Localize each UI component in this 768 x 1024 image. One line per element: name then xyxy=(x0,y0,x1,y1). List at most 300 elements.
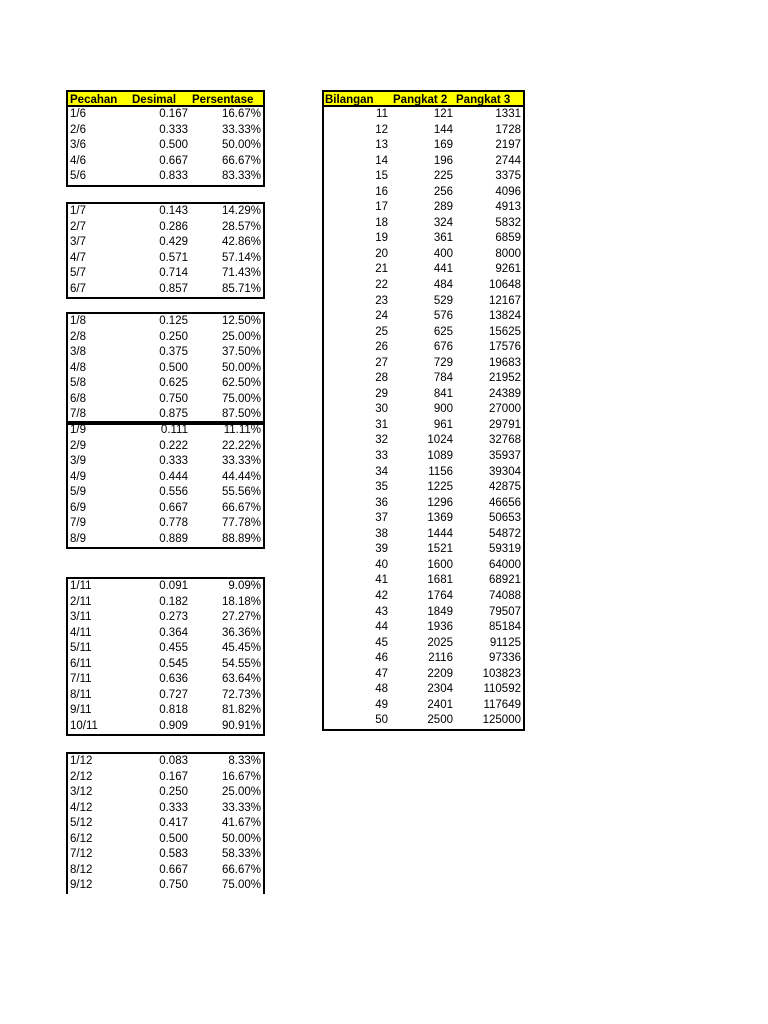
fraction-cell: 4/7 xyxy=(70,251,86,264)
square-cell: 1225 xyxy=(427,481,453,494)
cube-cell: 21952 xyxy=(489,372,521,385)
cube-cell: 59319 xyxy=(489,543,521,556)
percentage-cell: 11.11% xyxy=(223,424,261,436)
cube-cell: 2744 xyxy=(495,154,521,167)
table-row xyxy=(324,247,523,263)
table-row xyxy=(68,785,263,801)
number-cell: 44 xyxy=(375,621,388,634)
cube-cell: 3375 xyxy=(495,170,521,183)
decimal-cell: 0.875 xyxy=(159,408,188,421)
table-row xyxy=(324,573,523,589)
fraction-cell: 1/6 xyxy=(70,108,86,120)
table-row xyxy=(68,330,263,346)
table-row xyxy=(324,589,523,605)
power-table-body xyxy=(322,107,525,731)
fraction-group xyxy=(66,107,265,187)
table-row xyxy=(324,262,523,278)
square-cell: 729 xyxy=(433,356,453,369)
cube-cell: 35937 xyxy=(489,450,521,463)
percentage-cell: 22.22% xyxy=(221,439,261,452)
table-row xyxy=(324,294,523,310)
decimal-cell: 0.833 xyxy=(159,170,188,183)
square-cell: 225 xyxy=(433,170,453,183)
fraction-table xyxy=(66,90,265,892)
percentage-cell: 57.14% xyxy=(221,251,261,264)
table-row xyxy=(68,376,263,392)
cube-cell: 32768 xyxy=(489,434,521,447)
fraction-cell: 2/9 xyxy=(70,439,86,452)
header-bilangan: Bilangan xyxy=(325,94,374,106)
number-cell: 32 xyxy=(375,434,388,447)
table-row xyxy=(324,123,523,139)
number-cell: 19 xyxy=(375,232,388,245)
table-row xyxy=(68,154,263,170)
decimal-cell: 0.182 xyxy=(159,595,188,608)
square-cell: 2500 xyxy=(427,714,453,727)
table-row xyxy=(68,235,263,251)
number-cell: 29 xyxy=(375,387,388,400)
fraction-table-header xyxy=(66,90,265,107)
decimal-cell: 0.667 xyxy=(159,501,188,514)
table-row xyxy=(324,465,523,481)
square-cell: 1156 xyxy=(428,465,453,478)
fraction-cell: 3/12 xyxy=(70,786,93,799)
decimal-cell: 0.667 xyxy=(159,863,188,876)
power-table xyxy=(322,90,525,727)
fraction-cell: 9/12 xyxy=(70,879,93,892)
number-cell: 35 xyxy=(375,481,388,494)
fraction-cell: 8/12 xyxy=(70,863,93,876)
number-cell: 18 xyxy=(375,216,388,229)
table-row xyxy=(324,558,523,574)
number-cell: 24 xyxy=(375,310,388,323)
table-row xyxy=(324,340,523,356)
fraction-cell: 2/7 xyxy=(70,220,86,233)
number-cell: 39 xyxy=(375,543,388,556)
percentage-cell: 83.33% xyxy=(221,170,261,183)
table-row xyxy=(68,754,263,770)
table-row xyxy=(68,501,263,517)
fraction-group xyxy=(66,202,265,299)
fraction-cell: 5/8 xyxy=(70,377,86,390)
number-cell: 36 xyxy=(375,496,388,509)
table-row xyxy=(324,216,523,232)
cube-cell: 110592 xyxy=(483,683,521,696)
cube-cell: 9261 xyxy=(495,263,521,276)
fraction-cell: 2/12 xyxy=(70,770,93,783)
cube-cell: 50653 xyxy=(489,512,521,525)
decimal-cell: 0.250 xyxy=(159,786,188,799)
decimal-cell: 0.091 xyxy=(159,580,188,592)
square-cell: 441 xyxy=(433,263,453,276)
table-row xyxy=(324,605,523,621)
number-cell: 25 xyxy=(375,325,388,338)
fraction-cell: 5/7 xyxy=(70,267,86,280)
table-row xyxy=(324,636,523,652)
table-row xyxy=(324,154,523,170)
table-row xyxy=(68,392,263,408)
percentage-cell: 33.33% xyxy=(221,801,261,814)
number-cell: 38 xyxy=(375,527,388,540)
number-cell: 12 xyxy=(375,123,388,136)
table-row xyxy=(68,672,263,688)
fraction-cell: 7/8 xyxy=(70,408,86,421)
fraction-cell: 3/8 xyxy=(70,346,86,359)
number-cell: 11 xyxy=(376,108,388,120)
decimal-cell: 0.125 xyxy=(159,315,188,327)
cube-cell: 74088 xyxy=(489,589,521,602)
decimal-cell: 0.455 xyxy=(159,642,188,655)
percentage-cell: 88.89% xyxy=(221,532,261,545)
decimal-cell: 0.500 xyxy=(159,139,188,152)
fraction-cell: 4/12 xyxy=(70,801,93,814)
number-cell: 45 xyxy=(375,636,388,649)
fraction-group xyxy=(66,421,265,549)
decimal-cell: 0.417 xyxy=(159,817,188,830)
percentage-cell: 62.50% xyxy=(221,377,261,390)
fraction-cell: 3/9 xyxy=(70,455,86,468)
table-row xyxy=(324,480,523,496)
decimal-cell: 0.556 xyxy=(159,486,188,499)
table-row xyxy=(324,278,523,294)
square-cell: 2116 xyxy=(428,652,453,665)
number-cell: 26 xyxy=(375,341,388,354)
header-pangkat-3: Pangkat 3 xyxy=(456,94,511,106)
percentage-cell: 25.00% xyxy=(221,786,261,799)
square-cell: 2304 xyxy=(427,683,453,696)
table-row xyxy=(68,516,263,532)
table-row xyxy=(324,682,523,698)
square-cell: 529 xyxy=(433,294,453,307)
cube-cell: 13824 xyxy=(489,310,521,323)
table-row xyxy=(324,356,523,372)
square-cell: 121 xyxy=(433,108,453,120)
percentage-cell: 66.67% xyxy=(221,154,261,167)
square-cell: 676 xyxy=(433,341,453,354)
table-row xyxy=(68,107,263,123)
table-row xyxy=(324,667,523,683)
square-cell: 1296 xyxy=(427,496,453,509)
decimal-cell: 0.333 xyxy=(159,455,188,468)
fraction-cell: 7/11 xyxy=(70,673,92,686)
percentage-cell: 81.82% xyxy=(221,704,261,717)
percentage-cell: 75.00% xyxy=(221,879,261,892)
table-row xyxy=(68,847,263,863)
table-row xyxy=(324,231,523,247)
cube-cell: 17576 xyxy=(489,341,521,354)
percentage-cell: 25.00% xyxy=(221,330,261,343)
number-cell: 37 xyxy=(375,512,388,525)
table-row xyxy=(68,220,263,236)
decimal-cell: 0.583 xyxy=(159,848,188,861)
decimal-cell: 0.778 xyxy=(159,517,188,530)
square-cell: 784 xyxy=(433,372,453,385)
square-cell: 144 xyxy=(433,123,453,136)
percentage-cell: 58.33% xyxy=(221,848,261,861)
percentage-cell: 33.33% xyxy=(221,455,261,468)
cube-cell: 39304 xyxy=(489,465,521,478)
percentage-cell: 16.67% xyxy=(221,770,261,783)
cube-cell: 29791 xyxy=(489,418,521,431)
cube-cell: 85184 xyxy=(489,621,521,634)
table-row xyxy=(324,138,523,154)
table-row xyxy=(68,816,263,832)
number-cell: 47 xyxy=(375,667,388,680)
decimal-cell: 0.857 xyxy=(159,282,188,295)
percentage-cell: 87.50% xyxy=(221,408,261,421)
decimal-cell: 0.889 xyxy=(159,532,188,545)
decimal-cell: 0.714 xyxy=(159,267,188,280)
square-cell: 2209 xyxy=(427,667,453,680)
decimal-cell: 0.083 xyxy=(159,755,188,767)
fraction-cell: 1/11 xyxy=(70,580,92,592)
percentage-cell: 33.33% xyxy=(221,123,261,136)
square-cell: 1849 xyxy=(427,605,453,618)
header-pecahan: Pecahan xyxy=(70,94,118,106)
decimal-cell: 0.143 xyxy=(159,205,188,217)
fraction-cell: 7/12 xyxy=(70,848,93,861)
number-cell: 22 xyxy=(375,279,388,292)
cube-cell: 1728 xyxy=(495,123,521,136)
percentage-cell: 14.29% xyxy=(221,205,261,217)
square-cell: 1521 xyxy=(427,543,453,556)
table-row xyxy=(68,169,263,185)
number-cell: 43 xyxy=(375,605,388,618)
number-cell: 33 xyxy=(375,450,388,463)
percentage-cell: 44.44% xyxy=(221,470,261,483)
cube-cell: 15625 xyxy=(489,325,521,338)
fraction-cell: 9/11 xyxy=(70,704,92,717)
square-cell: 324 xyxy=(433,216,453,229)
table-row xyxy=(324,402,523,418)
decimal-cell: 0.333 xyxy=(159,801,188,814)
square-cell: 1600 xyxy=(427,558,453,571)
table-row xyxy=(324,325,523,341)
percentage-cell: 27.27% xyxy=(221,611,261,624)
cube-cell: 91125 xyxy=(489,636,521,649)
table-row xyxy=(68,878,263,894)
fraction-group xyxy=(66,577,265,736)
square-cell: 1089 xyxy=(427,450,453,463)
percentage-cell: 28.57% xyxy=(221,220,261,233)
fraction-cell: 1/8 xyxy=(70,315,86,327)
cube-cell: 12167 xyxy=(489,294,521,307)
decimal-cell: 0.727 xyxy=(159,688,188,701)
percentage-cell: 55.56% xyxy=(221,486,261,499)
cube-cell: 97336 xyxy=(489,652,521,665)
table-row xyxy=(324,496,523,512)
square-cell: 1936 xyxy=(427,621,453,634)
fraction-cell: 4/11 xyxy=(70,626,92,639)
number-cell: 34 xyxy=(375,465,388,478)
fraction-cell: 4/9 xyxy=(70,470,86,483)
decimal-cell: 0.571 xyxy=(159,251,188,264)
fraction-cell: 3/6 xyxy=(70,139,86,152)
square-cell: 841 xyxy=(433,387,453,400)
cube-cell: 103823 xyxy=(482,667,521,680)
number-cell: 13 xyxy=(375,139,388,152)
table-row xyxy=(324,698,523,714)
fraction-cell: 8/9 xyxy=(70,532,86,545)
table-row xyxy=(324,542,523,558)
square-cell: 1444 xyxy=(427,527,453,540)
decimal-cell: 0.500 xyxy=(159,832,188,845)
table-row xyxy=(68,532,263,548)
fraction-cell: 1/12 xyxy=(70,755,93,767)
table-row xyxy=(68,314,263,330)
fraction-cell: 4/6 xyxy=(70,154,86,167)
number-cell: 31 xyxy=(375,418,388,431)
table-row xyxy=(324,371,523,387)
percentage-cell: 50.00% xyxy=(221,139,261,152)
decimal-cell: 0.273 xyxy=(159,611,188,624)
number-cell: 15 xyxy=(375,170,388,183)
decimal-cell: 0.111 xyxy=(160,424,188,436)
percentage-cell: 72.73% xyxy=(221,688,261,701)
percentage-cell: 37.50% xyxy=(221,346,261,359)
table-row xyxy=(68,770,263,786)
table-row xyxy=(68,610,263,626)
decimal-cell: 0.444 xyxy=(159,470,188,483)
table-row xyxy=(68,345,263,361)
number-cell: 50 xyxy=(375,714,388,727)
cube-cell: 5832 xyxy=(495,216,521,229)
decimal-cell: 0.750 xyxy=(159,879,188,892)
cube-cell: 1331 xyxy=(495,108,521,120)
fraction-cell: 5/9 xyxy=(70,486,86,499)
square-cell: 2025 xyxy=(427,636,453,649)
table-row xyxy=(68,595,263,611)
fraction-cell: 5/6 xyxy=(70,170,86,183)
cube-cell: 4096 xyxy=(495,185,521,198)
decimal-cell: 0.625 xyxy=(159,377,188,390)
header-persentase: Persentase xyxy=(192,94,254,106)
square-cell: 2401 xyxy=(427,698,453,711)
percentage-cell: 66.67% xyxy=(221,863,261,876)
number-cell: 14 xyxy=(375,154,388,167)
table-row xyxy=(324,185,523,201)
table-row xyxy=(68,485,263,501)
decimal-cell: 0.167 xyxy=(159,770,188,783)
percentage-cell: 63.64% xyxy=(221,673,261,686)
table-row xyxy=(68,801,263,817)
cube-cell: 24389 xyxy=(489,387,521,400)
cube-cell: 27000 xyxy=(489,403,521,416)
percentage-cell: 18.18% xyxy=(221,595,261,608)
table-row xyxy=(68,863,263,879)
fraction-cell: 6/9 xyxy=(70,501,86,514)
cube-cell: 4913 xyxy=(495,201,521,214)
fraction-cell: 5/12 xyxy=(70,817,93,830)
fraction-cell: 6/7 xyxy=(70,282,86,295)
decimal-cell: 0.667 xyxy=(159,154,188,167)
table-row xyxy=(68,361,263,377)
fraction-cell: 3/7 xyxy=(70,236,86,249)
fraction-cell: 8/11 xyxy=(70,688,92,701)
table-row xyxy=(68,703,263,719)
table-row xyxy=(324,309,523,325)
decimal-cell: 0.364 xyxy=(159,626,188,639)
decimal-cell: 0.375 xyxy=(159,346,188,359)
table-row xyxy=(68,454,263,470)
cube-cell: 64000 xyxy=(489,558,521,571)
percentage-cell: 50.00% xyxy=(221,361,261,374)
table-row xyxy=(68,251,263,267)
table-row xyxy=(68,439,263,455)
table-row xyxy=(324,169,523,185)
percentage-cell: 42.86% xyxy=(221,236,261,249)
table-row xyxy=(324,107,523,123)
decimal-cell: 0.286 xyxy=(159,220,188,233)
fraction-cell: 2/11 xyxy=(70,595,92,608)
cube-cell: 42875 xyxy=(489,481,521,494)
percentage-cell: 9.09% xyxy=(228,580,261,592)
table-row xyxy=(68,626,263,642)
square-cell: 1764 xyxy=(427,589,453,602)
fraction-group xyxy=(66,312,265,425)
percentage-cell: 66.67% xyxy=(221,501,261,514)
table-row xyxy=(68,138,263,154)
number-cell: 40 xyxy=(375,558,388,571)
table-row xyxy=(68,657,263,673)
percentage-cell: 36.36% xyxy=(221,626,261,639)
table-row xyxy=(68,719,263,735)
table-row xyxy=(68,282,263,298)
number-cell: 41 xyxy=(375,574,388,587)
header-pangkat-2: Pangkat 2 xyxy=(393,94,448,106)
fraction-cell: 1/9 xyxy=(70,424,86,436)
decimal-cell: 0.909 xyxy=(159,719,188,732)
number-cell: 48 xyxy=(375,683,388,696)
number-cell: 20 xyxy=(375,247,388,260)
fraction-cell: 1/7 xyxy=(70,205,86,217)
percentage-cell: 41.67% xyxy=(221,817,261,830)
number-cell: 21 xyxy=(375,263,388,276)
number-cell: 28 xyxy=(375,372,388,385)
percentage-cell: 71.43% xyxy=(221,267,261,280)
square-cell: 1681 xyxy=(427,574,453,587)
square-cell: 196 xyxy=(433,154,453,167)
table-row xyxy=(324,651,523,667)
cube-cell: 19683 xyxy=(489,356,521,369)
table-row xyxy=(68,579,263,595)
table-row xyxy=(324,511,523,527)
cube-cell: 79507 xyxy=(489,605,521,618)
fraction-cell: 6/8 xyxy=(70,392,86,405)
cube-cell: 54872 xyxy=(489,527,521,540)
fraction-cell: 2/6 xyxy=(70,123,86,136)
cube-cell: 8000 xyxy=(495,247,521,260)
square-cell: 256 xyxy=(433,185,453,198)
decimal-cell: 0.545 xyxy=(159,657,188,670)
table-row xyxy=(324,449,523,465)
fraction-cell: 3/11 xyxy=(70,611,92,624)
number-cell: 23 xyxy=(375,294,388,307)
square-cell: 484 xyxy=(433,279,453,292)
percentage-cell: 90.91% xyxy=(221,719,261,732)
decimal-cell: 0.500 xyxy=(159,361,188,374)
number-cell: 27 xyxy=(375,356,388,369)
square-cell: 361 xyxy=(433,232,453,245)
square-cell: 1024 xyxy=(427,434,453,447)
table-row xyxy=(68,123,263,139)
percentage-cell: 16.67% xyxy=(221,108,261,120)
percentage-cell: 12.50% xyxy=(221,315,261,327)
number-cell: 17 xyxy=(375,201,388,214)
percentage-cell: 85.71% xyxy=(221,282,261,295)
table-row xyxy=(68,470,263,486)
table-row xyxy=(68,423,263,439)
